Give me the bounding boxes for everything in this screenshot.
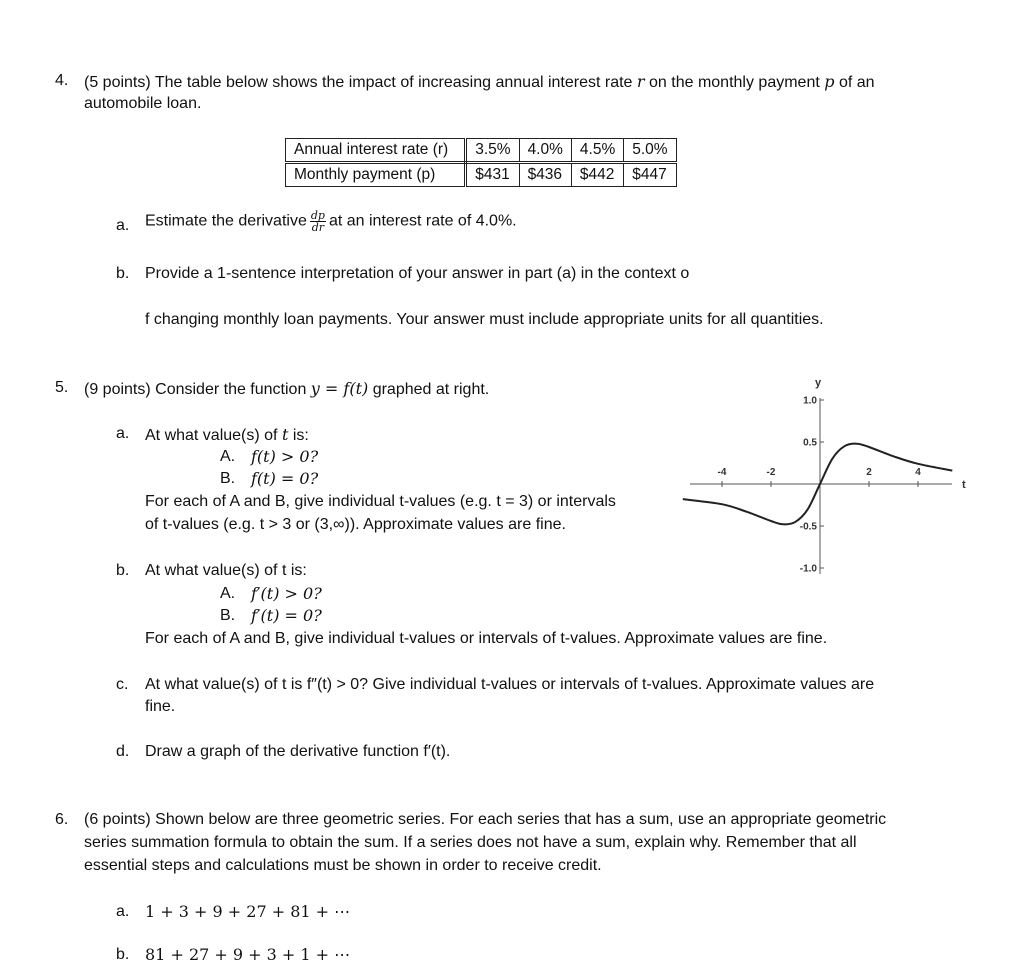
q5a-note2: of t-values (e.g. t > 3 or (3,∞)). Approximate values are fine.	[145, 516, 566, 533]
q5-intro	[84, 379, 489, 399]
q5a-label: a.	[116, 425, 130, 442]
q5b-label: b.	[116, 562, 130, 579]
q6a-series: 1 + 3 + 9 + 27 + 81 + ⋯	[145, 902, 351, 921]
q5d-text: Draw a graph of the derivative function f′(t).	[145, 743, 451, 760]
y-tick-label: -1.0	[799, 563, 817, 575]
y-axis-label: y	[815, 377, 822, 389]
q5-intro-math: y = f(t)	[310, 379, 369, 398]
q5a-B-math: f(t) = 0?	[251, 469, 319, 488]
q5b-text: At what value(s) of t is:	[145, 562, 307, 579]
q4-line1-text: (5 points) The table below shows the impact of increasing annual interest rate	[84, 74, 633, 91]
x-tick-label: -4	[717, 467, 727, 478]
payment-cell: $431	[466, 163, 519, 187]
table-row	[286, 139, 677, 163]
payment-cell: $436	[519, 163, 571, 187]
q6b-series: 81 + 27 + 9 + 3 + 1 + ⋯	[145, 945, 351, 964]
q4-line1-text-b: on the monthly payment	[649, 74, 820, 91]
q4b-line1: Provide a 1-sentence interpretation of your answer in part (a) in the context o	[145, 265, 690, 282]
q4b-label: b.	[116, 265, 130, 282]
frac-den: dr	[311, 221, 325, 234]
q5c-line2: fine.	[145, 698, 176, 715]
q4-line1-text-c: of an	[838, 74, 875, 91]
q5-intro-text: (9 points) Consider the function	[84, 381, 307, 398]
q6-number: 6.	[55, 811, 69, 828]
table-row	[286, 163, 677, 187]
rate-cell: 4.5%	[571, 139, 623, 163]
var-t: t	[281, 425, 289, 444]
q4a-label: a.	[116, 217, 130, 234]
payment-cell: $442	[571, 163, 623, 187]
q5a-A-label: A.	[220, 448, 236, 465]
x-tick-label: -2	[766, 467, 776, 478]
dp-dr-fraction	[310, 210, 326, 233]
row2-label: Monthly payment (p)	[286, 163, 466, 187]
row1-label: Annual interest rate (r)	[286, 139, 466, 163]
q5c-line1: At what value(s) of t is f″(t) > 0? Give individual t-values or intervals of t-values. Approximate values are	[145, 676, 875, 693]
q5b-A-label: A.	[220, 585, 236, 602]
frac-num: dp	[310, 209, 325, 222]
q5a-note1: For each of A and B, give individual t-values (e.g. t = 3) or intervals	[145, 493, 616, 510]
q5b-A-math: f′(t) > 0?	[251, 584, 322, 603]
q5-number: 5.	[55, 379, 69, 396]
q4-number: 4.	[55, 72, 69, 89]
x-tick-label: 2	[866, 467, 872, 478]
q5a-is: is:	[292, 427, 309, 444]
q4a-text1: Estimate the derivative	[145, 212, 307, 230]
rate-cell: 4.0%	[519, 139, 571, 163]
y-tick-label: 0.5	[803, 437, 817, 449]
q6-line3: essential steps and calculations must be shown in order to receive credit.	[84, 857, 602, 874]
q4a-text2: at an interest rate of 4.0%.	[328, 212, 517, 230]
rate-payment-table	[285, 138, 677, 187]
x-tick-label: 4	[915, 467, 921, 478]
q5b-B-math: f′(t) = 0?	[251, 606, 322, 625]
q4b-line2: f changing monthly loan payments. Your answer must include appropriate units for all quantities.	[145, 311, 824, 328]
q5c-label: c.	[116, 676, 129, 693]
q4-line2: automobile loan.	[84, 95, 202, 112]
q5-intro-end: graphed at right.	[372, 381, 490, 398]
q5a-B-label: B.	[220, 470, 236, 487]
q4-line1	[84, 72, 875, 92]
var-r: r	[636, 72, 645, 91]
q6-line2: series summation formula to obtain the sum. If a series does not have a sum, explain why. Remember that all	[84, 834, 857, 851]
var-p: p	[824, 72, 835, 91]
q6a-label: a.	[116, 903, 130, 920]
q5d-label: d.	[116, 743, 130, 760]
function-graph	[680, 372, 980, 582]
y-tick-label: 1.0	[803, 395, 817, 407]
y-tick-label: -0.5	[799, 521, 817, 533]
q6-line1: (6 points) Shown below are three geometric series. For each series that has a sum, use an appropriate geometric	[84, 811, 887, 828]
q5a-text	[145, 425, 309, 445]
x-axis-label: t	[962, 479, 966, 491]
q6b-label: b.	[116, 946, 130, 963]
q5a-A-math: f(t) > 0?	[251, 447, 319, 466]
payment-cell: $447	[624, 163, 676, 187]
q5a-text1: At what value(s) of	[145, 427, 278, 444]
q5b-B-label: B.	[220, 607, 236, 624]
rate-cell: 5.0%	[624, 139, 676, 163]
rate-cell: 3.5%	[466, 139, 519, 163]
q4a-text	[145, 210, 517, 233]
q5b-note: For each of A and B, give individual t-values or intervals of t-values. Approximate values are fine.	[145, 630, 828, 647]
